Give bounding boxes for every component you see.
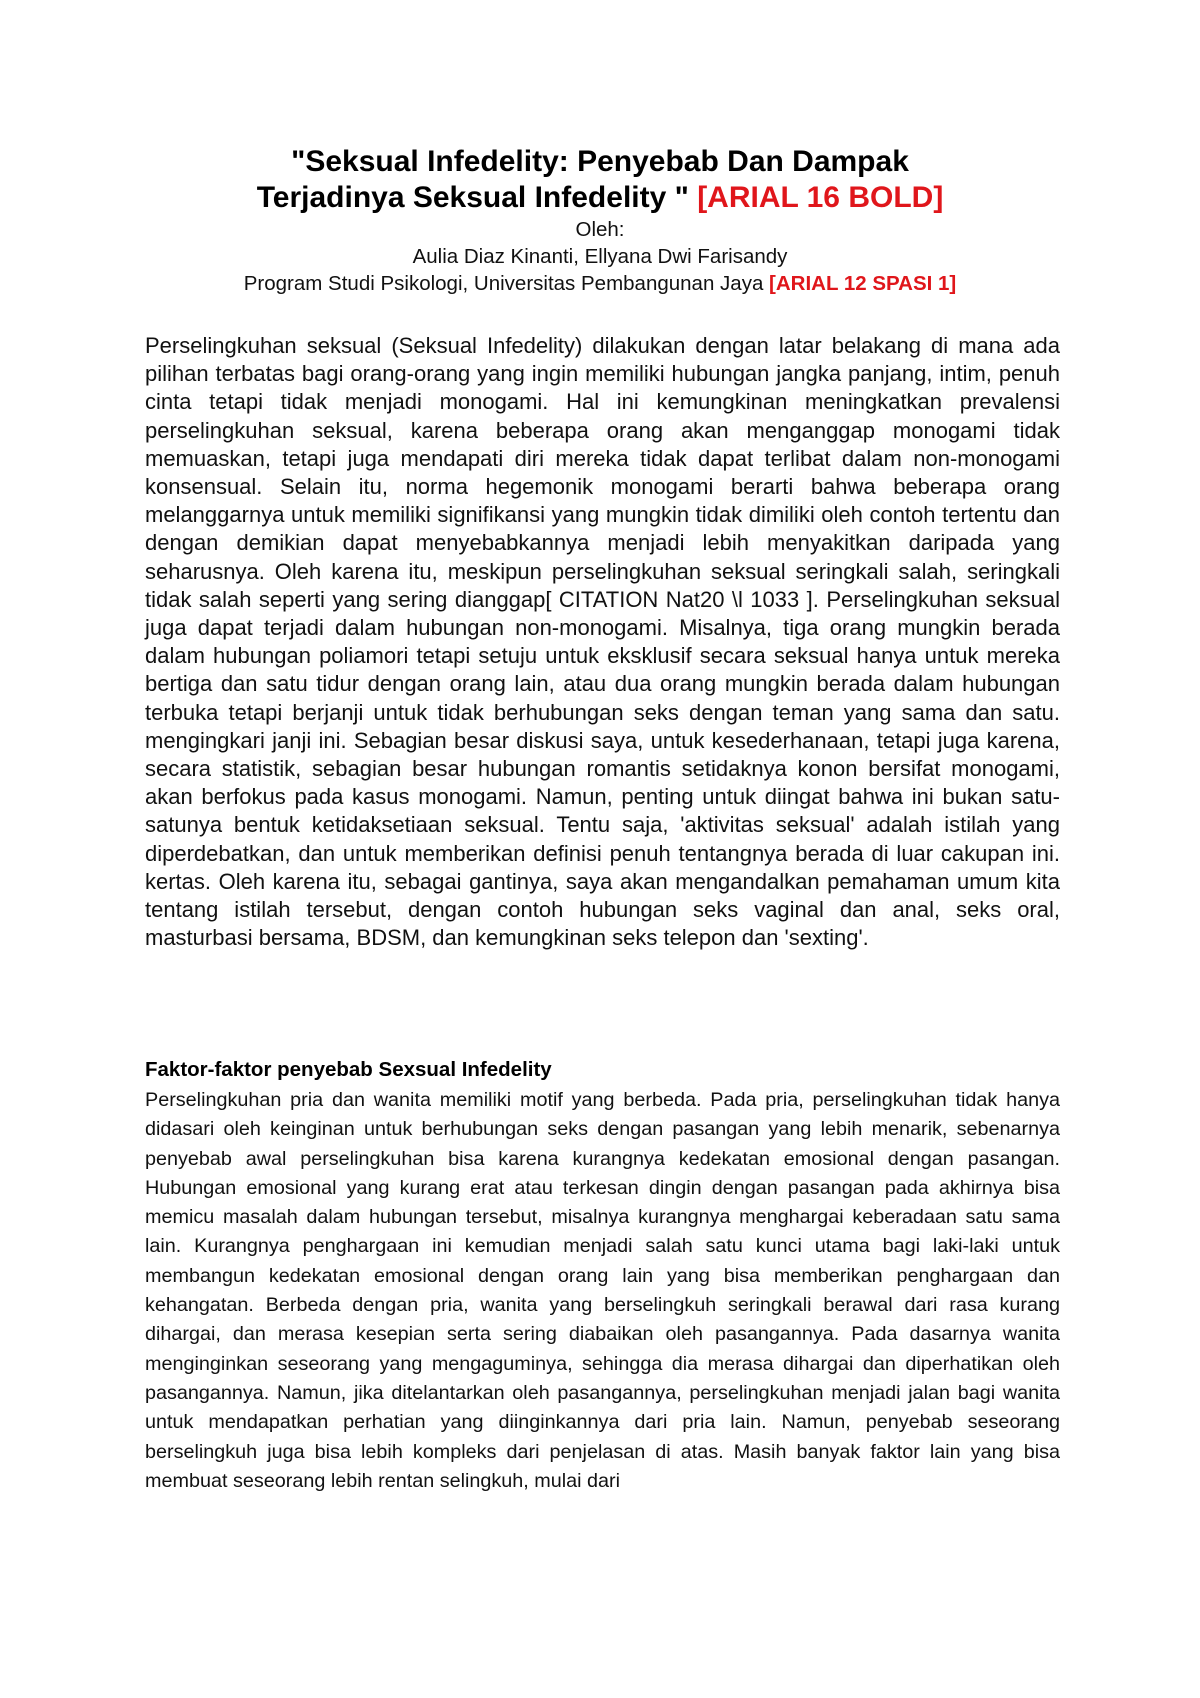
affiliation-format-note: [ARIAL 12 SPASI 1]	[769, 272, 957, 295]
section-paragraph: Perselingkuhan pria dan wanita memiliki motif yang berbeda. Pada pria, perselingkuhan tidak hanya didasari oleh keinginan untuk berhubungan seks dengan pasangan yang lebih menarik, sebenarnya penyebab awal perselingkuhan bisa karena kurangnya kedekatan emosional dengan pasangan. Hubungan emosional yang kurang erat atau terkesan dingin dengan pasangan pada akhirnya bisa memicu masalah dalam hubungan tersebut, misalnya kurangnya menghargai keberadaan satu sama lain. Kurangnya penghargaan ini kemudian menjadi salah satu kunci utama bagi laki-laki untuk membangun kedekatan emosional dengan orang lain yang bisa memberikan penghargaan dan kehangatan. Berbeda dengan pria, wanita yang berselingkuh seringkali berawal dari rasa kurang dihargai, dan merasa kesepian serta sering diabaikan oleh pasangannya. Pada dasarnya wanita menginginkan seseorang yang mengaguminya, sehingga dia merasa dihargai dan diperhatikan oleh pasangannya. Namun, jika ditelantarkan oleh pasangannya, perselingkuhan menjadi jalan bagi wanita untuk mendapatkan perhatian yang diinginkannya dari pria lain. Namun, penyebab seseorang berselingkuh juga bisa lebih kompleks dari penjelasan di atas. Masih banyak faktor lain yang bisa membuat seseorang lebih rentan selingkuh, mulai dari	[145, 1089, 1060, 1492]
title-format-note: [ARIAL 16 BOLD]	[697, 181, 944, 214]
section-heading: Faktor-faktor penyebab Sexsual Infedelity	[145, 1058, 552, 1081]
title-text-2: Terjadinya Seksual Infedelity "	[256, 181, 698, 214]
byline-label: Oleh:	[575, 218, 625, 241]
affiliation-text: Program Studi Psikologi, Universitas Pembangunan Jaya	[243, 272, 770, 295]
title-block	[120, 144, 1080, 297]
document-title-line-2	[120, 180, 1080, 216]
intro-paragraph: Perselingkuhan seksual (Seksual Infedelity) dilakukan dengan latar belakang di mana ada pilihan terbatas bagi orang-orang yang ingin memiliki hubungan jangka panjang, intim, penuh cinta tetapi tidak menjadi monogami. Hal ini kemungkinan meningkatkan prevalensi perselingkuhan seksual, karena beberapa orang akan menganggap monogami tidak memuaskan, tetapi juga mendapati diri mereka tidak dapat terlibat dalam non-monogami konsensual. Selain itu, norma hegemonik monogami berarti bahwa beberapa orang melanggarnya untuk memiliki signifikansi yang mungkin tidak dimiliki oleh contoh tertentu dan dengan demikian dapat menyebabkannya menjadi lebih menyakitkan daripada yang seharusnya. Oleh karena itu, meskipun perselingkuhan seksual seringkali salah, seringkali tidak salah seperti yang sering dianggap[ CITATION Nat20 \l 1033 ]. Perselingkuhan seksual juga dapat terjadi dalam hubungan non-monogami. Misalnya, tiga orang mungkin berada dalam hubungan poliamori tetapi setuju untuk eksklusif secara seksual hanya untuk mereka bertiga dan satu tidur dengan orang lain, atau dua orang mungkin berada dalam hubungan terbuka tetapi berjanji untuk tidak berhubungan seks dengan teman yang sama dan satu. mengingkari janji ini. Sebagian besar diskusi saya, untuk kesederhanaan, tetapi juga karena, secara statistik, sebagian besar hubungan romantis setidaknya konon bersifat monogami, akan berfokus pada kasus monogami. Namun, penting untuk diingat bahwa ini bukan satu-satunya bentuk ketidaksetiaan seksual. Tentu saja, 'aktivitas seksual' adalah istilah yang diperdebatkan, dan untuk memberikan definisi penuh tentangnya berada di luar cakupan ini. kertas. Oleh karena itu, sebagai gantinya, saya akan mengandalkan pemahaman umum kita tentang istilah tersebut, dengan contoh hubungan seks vaginal dan anal, seks oral, masturbasi bersama, BDSM, dan kemungkinan seks telepon dan 'sexting'.	[145, 333, 1060, 951]
document-title-line-1	[120, 144, 1080, 180]
title-text-1: "Seksual Infedelity: Penyebab Dan Dampak	[291, 145, 909, 178]
affiliation-line	[120, 270, 1080, 297]
author-names: Aulia Diaz Kinanti, Ellyana Dwi Farisandy	[412, 245, 788, 268]
